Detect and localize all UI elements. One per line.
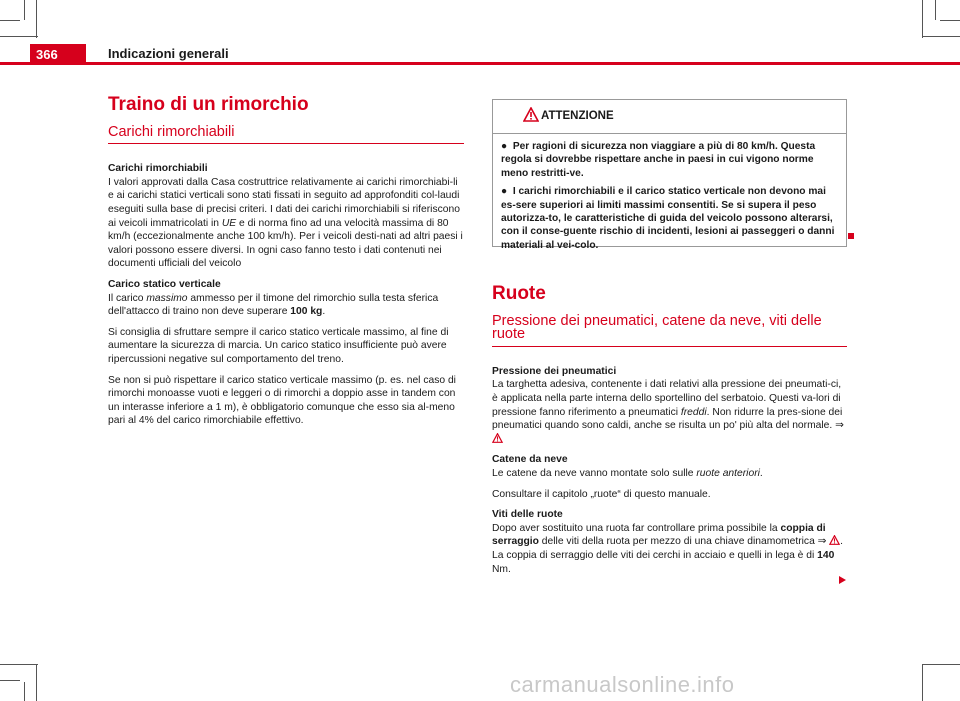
section-title: Traino di un rimorchio bbox=[108, 94, 309, 115]
header-rule bbox=[0, 62, 960, 65]
paragraph: I valori approvati dalla Casa costruttrice relativamente ai carichi rimorchiabi-li e ai carichi statici verticali sono stati fissati in seguito ad approfonditi col-laudi eseguiti sulla base di precisi criteri. I dati dei carichi rimorchiabili si riferiscono ai veicoli immatricolati in UE e di norma fino ad una velocità massima di 80 km/h (eccezionalmente anche 100 km/h). Per i veicoli desti-nati ad altri paesi i valori possono essere diversi. In ogni caso fanno testo i dati contenuti nei documenti ufficiali del veicolo bbox=[108, 176, 463, 270]
paragraph-heading: Viti delle ruote bbox=[492, 509, 563, 521]
crop-mark bbox=[36, 0, 37, 38]
header-title: Indicazioni generali bbox=[108, 46, 229, 61]
crop-mark bbox=[935, 0, 936, 20]
paragraph-heading: Catene da neve bbox=[492, 454, 568, 466]
warning-item: ● I carichi rimorchiabili e il carico statico verticale non devono mai es-sere superiori ai limiti massimi consentiti. Se si supera il peso autorizza-to, le caratteristiche di guida del veicolo possono alterarsi, con il conse-guente rischio di incidenti, lesioni ai passeggeri o danni materiali al vei-colo. bbox=[501, 186, 835, 251]
right-column bbox=[492, 283, 847, 583]
warning-triangle-icon bbox=[523, 107, 539, 122]
crop-mark bbox=[0, 36, 38, 37]
crop-mark bbox=[922, 664, 960, 665]
warning-ref-icon bbox=[829, 535, 840, 545]
section-title: Ruote bbox=[492, 283, 546, 304]
warning-header bbox=[493, 100, 846, 134]
crop-mark bbox=[940, 20, 960, 21]
warning-box bbox=[492, 99, 847, 251]
paragraph-heading: Carico statico verticale bbox=[108, 278, 221, 290]
crop-mark bbox=[922, 0, 923, 38]
crop-mark bbox=[24, 682, 25, 701]
paragraph: Le catene da neve vanno montate solo sulle ruote anteriori. bbox=[492, 467, 763, 479]
paragraph-heading: Pressione dei pneumatici bbox=[492, 365, 617, 377]
crop-mark bbox=[0, 680, 20, 681]
watermark: carmanualsonline.info bbox=[510, 672, 735, 697]
warning-body bbox=[493, 134, 846, 263]
crop-mark bbox=[24, 0, 25, 20]
paragraph: Dopo aver sostituito una ruota far controllare prima possibile la coppia di serraggio delle viti della ruota per mezzo di una chiave dinamometrica ⇒ . La coppia di serraggio delle viti dei cerchi in acciaio e quelli in lega è di 140 Nm. bbox=[492, 522, 844, 575]
continue-arrow-icon bbox=[838, 575, 847, 585]
paragraph: Si consiglia di sfruttare sempre il carico statico verticale massimo, al fine di aumentare la sicurezza di marcia. Un carico statico insufficiente può avere ripercussioni negative sul comportamento del treno. bbox=[108, 326, 449, 365]
paragraph: Consultare il capitolo „ruote“ di questo manuale. bbox=[492, 488, 711, 500]
section-end-marker bbox=[848, 233, 854, 239]
crop-mark bbox=[0, 664, 38, 665]
paragraph: La targhetta adesiva, contenente i dati relativi alla pressione dei pneumati-ci, è applicata nella parte interna dello sportellino del serbatoio. Questi va-lori di pressione fanno riferimento a pneumatici freddi. Non ridurre la pres-sione dei pneumatici quando sono caldi, anche se risulta un po' più alta del normale. ⇒ bbox=[492, 378, 847, 446]
warning-item: ● Per ragioni di sicurezza non viaggiare a più di 80 km/h. Questa regola si dovrebbe rispettare anche in paesi in cui vigono norme meno restritti-ve. bbox=[501, 141, 816, 179]
warning-ref-icon bbox=[492, 433, 503, 443]
subsection-title: Pressione dei pneumatici, catene da neve, viti delle ruote bbox=[492, 315, 847, 347]
crop-mark bbox=[922, 36, 960, 37]
paragraph-heading: Carichi rimorchiabili bbox=[108, 163, 208, 175]
subsection-title: Carichi rimorchiabili bbox=[108, 126, 464, 145]
warning-title: ATTENZIONE bbox=[541, 110, 614, 122]
left-column bbox=[108, 94, 464, 435]
crop-mark bbox=[36, 664, 37, 701]
crop-mark bbox=[0, 20, 20, 21]
page-number: 366 bbox=[30, 44, 86, 65]
paragraph: Il carico massimo ammesso per il timone del rimorchio sulla testa sferica dell'attacco di traino non deve superare 100 kg. bbox=[108, 292, 439, 318]
paragraph: Se non si può rispettare il carico statico verticale massimo (p. es. nel caso di rimorchi monoasse vuoti e leggeri o di rimorchi a doppio asse in tandem con un interasse inferiore a 1 m), è obbligatorio comunque che esso sia al-meno pari al 4% del carico rimorchiabile effettivo. bbox=[108, 374, 456, 427]
crop-mark bbox=[922, 664, 923, 701]
